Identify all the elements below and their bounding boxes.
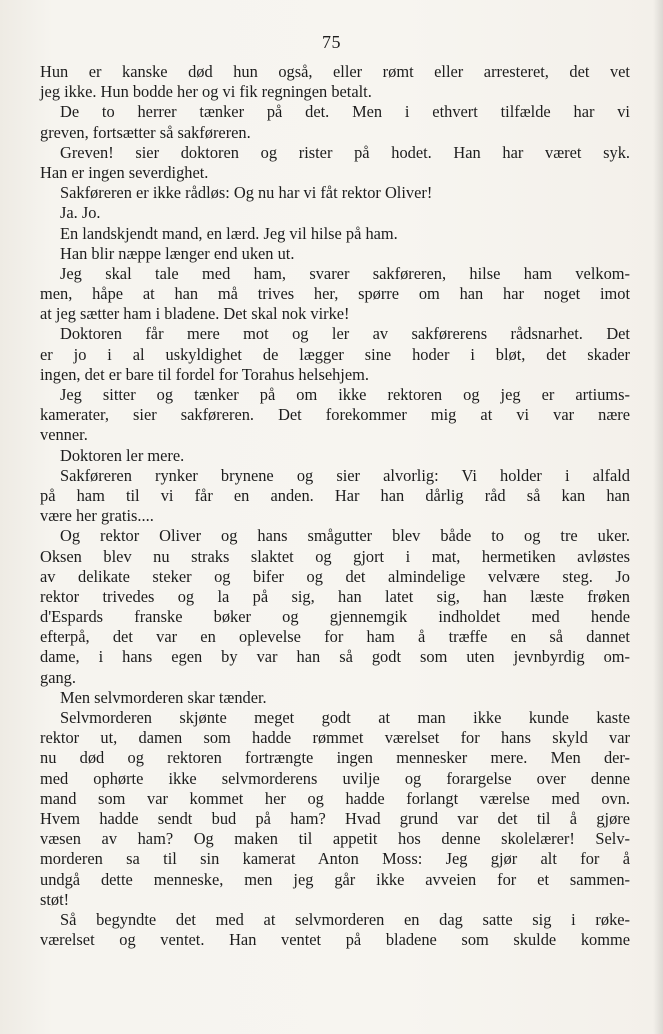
text-line: Ja. Jo.: [60, 203, 101, 223]
text-line: Han er ingen severdighet.: [40, 162, 209, 182]
text-line: venner.: [40, 425, 88, 445]
text-line: at jeg sætter ham i bladene. Det skal nok virke!: [40, 304, 350, 324]
text-line: værelset og ventet. Han ventet på bladene som skulde komme: [40, 930, 630, 950]
text-line: Sakføreren rynker brynene og sier alvorlig: Vi holder i alfald: [60, 465, 630, 485]
text-line: d'Espards franske bøker og gjennemgik indholdet med hende: [40, 607, 630, 627]
text-line: greven, fortsætter så sakføreren.: [40, 122, 251, 142]
text-line: men, håpe at han må trives her, spørre om han har noget imot: [40, 284, 630, 304]
text-line: Oksen blev nu straks slaktet og gjort i mat, hermetiken avløstes: [40, 546, 630, 566]
text-line: ingen, det er bare til fordel for Torahus helsehjem.: [40, 364, 369, 384]
text-line: gang.: [40, 667, 76, 687]
text-line: jeg ikke. Hun bodde her og vi fik regningen betalt.: [40, 82, 372, 102]
text-line: De to herrer tænker på det. Men i ethvert tilfælde har vi: [60, 102, 630, 122]
text-line: Hvem hadde sendt bud på ham? Hvad grund var det til å gjøre: [40, 808, 630, 828]
text-line: Jeg sitter og tænker på om ikke rektoren og jeg er artiums-: [60, 385, 630, 404]
text-line: En landskjendt mand, en lærd. Jeg vil hilse på ham.: [60, 223, 398, 243]
text-line: Men selvmorderen skar tænder.: [60, 687, 267, 707]
text-line: Selvmorderen skjønte meget godt at man ikke kunde kaste: [60, 708, 630, 727]
text-line: være her gratis....: [40, 506, 154, 526]
page-body-text: [40, 62, 630, 950]
text-line: rektor ut, damen som hadde rømmet værelset for hans skyld var: [40, 728, 630, 748]
text-line: kamerater, sier sakføreren. Det forekommer mig at vi var nære: [40, 405, 630, 425]
text-line: Greven! sier doktoren og rister på hodet. Han har været syk.: [60, 142, 630, 162]
text-line: Han blir næppe længer end uken ut.: [60, 243, 295, 263]
text-line: støt!: [40, 889, 70, 909]
text-line: efterpå, det var en oplevelse for ham å træffe en så dannet: [40, 627, 630, 647]
text-line: morderen sa til sin kamerat Anton Moss: Jeg gjør alt for å: [40, 849, 630, 869]
text-line: Jeg skal tale med ham, svarer sakføreren, hilse ham velkom-: [60, 263, 630, 283]
text-line: rektor trivedes og la på sig, han latet sig, han læste frøken: [40, 586, 630, 606]
text-line: Doktoren ler mere.: [60, 445, 185, 465]
text-line: Sakføreren er ikke rådløs: Og nu har vi fåt rektor Oliver!: [60, 183, 433, 203]
text-line: dame, i hans egen by var han så godt som uten jevnbyrdig om-: [40, 647, 630, 667]
text-line: mand som var kommet her og hadde forlangt værelse med ovn.: [40, 788, 630, 808]
text-line: Hun er kanske død hun også, eller rømt eller arresteret, det vet: [40, 62, 630, 81]
text-line: med ophørte ikke selvmorderens uvilje og forargelse over denne: [40, 768, 630, 788]
text-line: på ham til vi får en anden. Har han dårlig råd så kan han: [40, 485, 630, 505]
text-line: nu død og rektoren fortrængte ingen mennesker mere. Men der-: [40, 748, 630, 768]
text-line: er jo i al uskyldighet de lægger sine hoder i bløt, det skader: [40, 344, 630, 364]
text-line: væsen av ham? Og maken til appetit hos denne skolelærer! Selv-: [40, 829, 630, 849]
text-line: av delikate steker og bifer og det almindelige velvære steg. Jo: [40, 566, 630, 586]
text-line: Doktoren får mere mot og ler av sakførerens rådsnarhet. Det: [60, 324, 630, 344]
page-number: 75: [322, 32, 341, 52]
text-line: Så begyndte det med at selvmorderen en dag satte sig i røke-: [60, 909, 630, 929]
page-edge-shadow: [653, 0, 663, 1034]
text-line: undgå dette menneske, men jeg går ikke avveien for et sammen-: [40, 869, 630, 889]
text-line: Og rektor Oliver og hans smågutter blev både to og tre uker.: [60, 526, 630, 546]
